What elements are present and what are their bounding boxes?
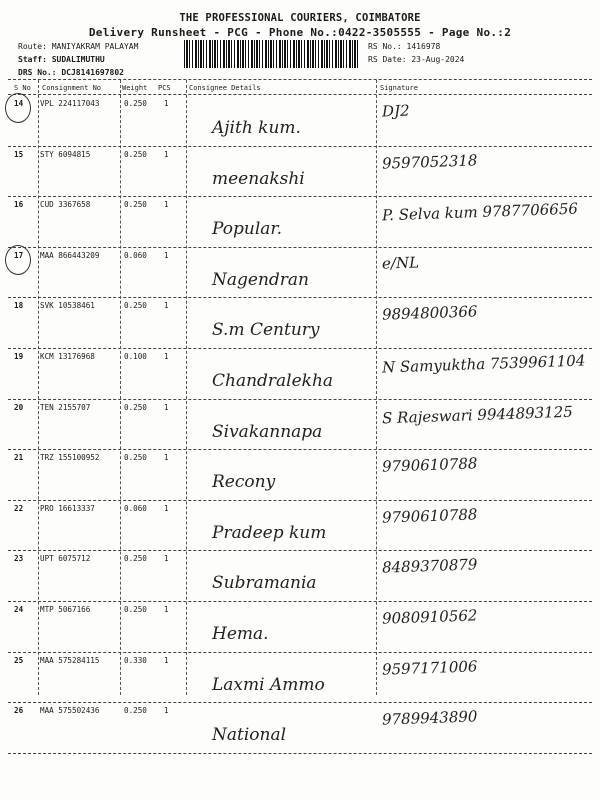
weight-cell: 0.250	[124, 706, 147, 716]
run-metadata	[18, 40, 138, 79]
header-divider-bottom	[8, 94, 592, 95]
pcs-cell: 1	[164, 503, 169, 513]
consignment-cell: TEN 2155707	[40, 402, 91, 412]
signature-cell: 9789943890	[381, 707, 478, 729]
consignment-cell: CUD 3367658	[40, 200, 91, 210]
signature-cell: N Samyuktha 7539961104	[381, 351, 586, 377]
staff-value: SUDALIMUTHU	[51, 55, 105, 64]
consignment-cell: STY 6094815	[40, 149, 91, 159]
weight-cell: 0.100	[124, 352, 147, 361]
sno-cell: 24	[14, 605, 24, 614]
consignee-name: Hema.	[212, 624, 269, 644]
pcs-cell: 1	[164, 200, 169, 210]
consignee-name: Ajith kum.	[212, 118, 301, 138]
weight-cell: 0.060	[124, 503, 147, 513]
table-row	[0, 450, 600, 501]
weight-cell: 0.250	[124, 554, 147, 564]
consignee-name: Popular.	[212, 219, 283, 240]
signature-cell: 9080910562	[381, 606, 478, 628]
signature-cell: 8489370879	[381, 555, 478, 578]
signature-cell: 9597052318	[381, 150, 478, 173]
sno-cell: 19	[14, 352, 24, 361]
table-row	[0, 653, 600, 704]
consignee-name: Chandralekha	[212, 371, 334, 391]
consignee-name: National	[212, 725, 287, 746]
col-header-consignment: Consignment No	[42, 84, 102, 92]
rs-metadata	[368, 40, 464, 66]
route-line	[18, 40, 138, 53]
report-title: THE PROFESSIONAL COURIERS, COIMBATORE	[179, 12, 421, 24]
pcs-cell: 1	[164, 402, 169, 412]
weight-cell: 0.250	[124, 99, 147, 108]
weight-cell: 0.250	[124, 301, 147, 311]
consignee-name: Subramania	[212, 573, 317, 594]
consignee-name: Laxmi Ammo	[212, 674, 325, 695]
pcs-cell: 1	[164, 352, 169, 361]
consignment-cell: SVK 10538461	[40, 301, 95, 311]
pcs-cell: 1	[164, 453, 169, 463]
pcs-cell: 1	[164, 655, 169, 665]
rs-date-line	[368, 53, 464, 66]
sno-cell: 26	[14, 706, 24, 716]
sno-cell: 16	[14, 200, 24, 210]
table-row	[0, 703, 600, 754]
signature-cell: 9790610788	[381, 454, 478, 476]
consignment-cell: MAA 866443209	[40, 250, 100, 260]
weight-cell: 0.250	[124, 149, 147, 159]
route-label: Route:	[18, 42, 47, 51]
signature-cell: 9894800366	[381, 302, 478, 325]
pcs-cell: 1	[164, 554, 169, 564]
sno-cell: 18	[14, 301, 24, 311]
consignee-name: S.m Century	[212, 320, 320, 341]
weight-cell: 0.330	[124, 655, 147, 665]
sno-cell: 14	[14, 99, 24, 108]
table-row	[0, 248, 600, 299]
hand-drawn-circle	[5, 93, 31, 123]
table-row	[0, 501, 600, 552]
pcs-cell: 1	[164, 250, 169, 260]
consignment-cell: KCM 13176968	[40, 352, 95, 361]
barcode	[184, 40, 360, 68]
weight-cell: 0.250	[124, 402, 147, 412]
sno-cell: 22	[14, 503, 24, 513]
consignee-name: Nagendran	[212, 269, 309, 290]
table-row	[0, 147, 600, 198]
signature-cell: S Rajeswari 9944893125	[381, 402, 574, 427]
table-row	[0, 298, 600, 349]
consignment-cell: PRO 16613337	[40, 503, 95, 513]
table-row	[0, 96, 600, 147]
weight-cell: 0.250	[124, 605, 147, 614]
drs-label: DRS No.:	[18, 68, 57, 77]
report-subtitle: Delivery Runsheet - PCG - Phone No.:0422-3505555 - Page No.:2	[88, 26, 512, 39]
staff-line	[18, 53, 138, 66]
consignment-cell: VPL 224117043	[40, 99, 100, 108]
pcs-cell: 1	[164, 99, 169, 108]
rs-no-value: 1416978	[406, 42, 441, 51]
consignment-cell: MTP 5067166	[40, 605, 91, 614]
table-row	[0, 197, 600, 248]
sno-cell: 23	[14, 554, 24, 564]
table-row	[0, 400, 600, 451]
col-header-details: Consignee Details	[189, 84, 261, 92]
consignment-cell: MAA 575284115	[40, 655, 100, 665]
route-value: MANIYAKRAM PALAYAM	[51, 42, 139, 51]
pcs-cell: 1	[164, 301, 169, 311]
signature-cell: DJ2	[381, 101, 410, 121]
pcs-cell: 1	[164, 706, 169, 716]
consignment-cell: TRZ 155100952	[40, 453, 100, 463]
col-header-weight: Weight	[122, 84, 148, 92]
signature-cell: P. Selva kum 9787706656	[381, 199, 579, 225]
consignee-name: Pradeep kum	[212, 522, 327, 543]
consignee-name: Sivakannapa	[212, 421, 323, 442]
sno-cell: 15	[14, 149, 24, 159]
rs-date-value: 23-Aug-2024	[411, 55, 465, 64]
sno-cell: 17	[14, 250, 24, 260]
drs-value: DCJ8141697802	[61, 68, 124, 77]
signature-cell: 9597171006	[381, 656, 478, 679]
consignee-name: meenakshi	[212, 168, 305, 189]
signature-cell: 9790610788	[381, 505, 478, 527]
col-header-signature: Signature	[380, 84, 418, 92]
consignee-name: Recony	[212, 472, 276, 493]
table-row	[0, 551, 600, 602]
staff-label: Staff:	[18, 55, 47, 64]
col-header-pcs: PCS	[158, 84, 171, 92]
row-divider	[8, 753, 592, 754]
header-divider-top	[8, 79, 592, 80]
table-row	[0, 602, 600, 653]
hand-drawn-circle	[5, 245, 31, 275]
table-row	[0, 349, 600, 400]
col-header-sno: S No	[14, 84, 31, 92]
consignment-cell: MAA 575502436	[40, 706, 100, 716]
rs-date-label: RS Date:	[368, 55, 407, 64]
pcs-cell: 1	[164, 149, 169, 159]
weight-cell: 0.250	[124, 453, 147, 463]
sno-cell: 25	[14, 655, 24, 665]
pcs-cell: 1	[164, 605, 169, 614]
signature-cell: e/NL	[381, 253, 420, 273]
weight-cell: 0.250	[124, 200, 147, 210]
sno-cell: 21	[14, 453, 24, 463]
consignment-cell: UPT 6075712	[40, 554, 91, 564]
rs-no-line	[368, 40, 464, 53]
rs-no-label: RS No.:	[368, 42, 402, 51]
drs-line	[18, 66, 138, 79]
weight-cell: 0.060	[124, 250, 147, 260]
sno-cell: 20	[14, 402, 24, 412]
